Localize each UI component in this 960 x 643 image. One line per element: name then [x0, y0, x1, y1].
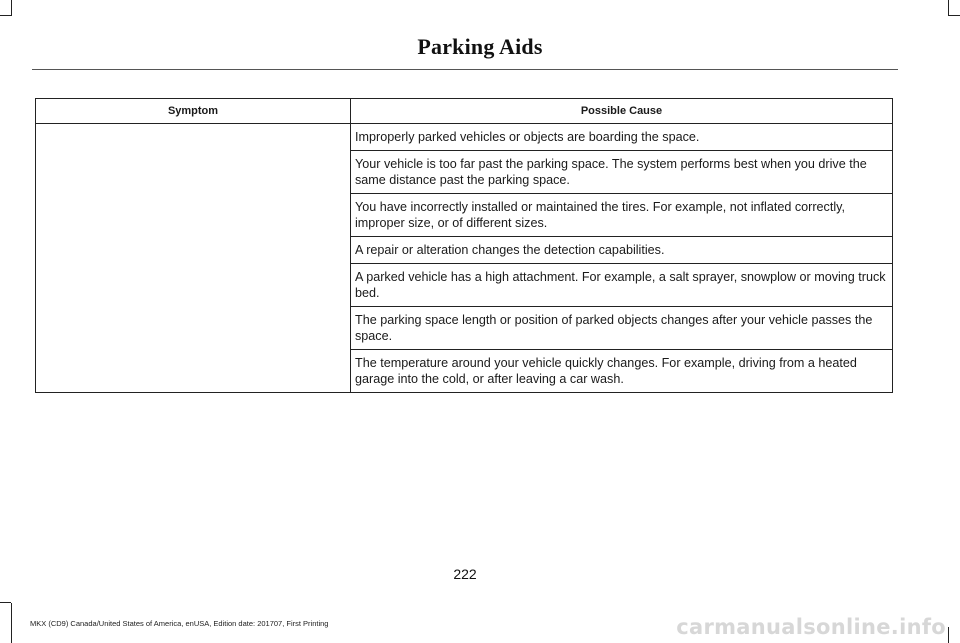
title-divider	[32, 69, 898, 70]
cause-cell: Improperly parked vehicles or objects are boarding the space.	[351, 124, 893, 151]
crop-mark	[11, 603, 12, 643]
table-row	[36, 124, 893, 151]
crop-mark	[11, 0, 12, 16]
crop-mark	[949, 15, 960, 16]
edition-footer: MKX (CD9) Canada/United States of America, enUSA, Edition date: 201707, First Printing	[30, 619, 329, 628]
page-title: Parking Aids	[417, 34, 543, 59]
cause-cell: A repair or alteration changes the detection capabilities.	[351, 237, 893, 264]
cause-cell: Your vehicle is too far past the parking space. The system performs best when you drive the same distance past the parking space.	[351, 151, 893, 194]
cause-cell: You have incorrectly installed or maintained the tires. For example, not inflated correctly, improper size, or of different sizes.	[351, 194, 893, 237]
crop-mark	[0, 15, 11, 16]
watermark: carmanualsonline.info	[676, 615, 946, 639]
crop-mark	[0, 602, 11, 603]
crop-mark	[948, 627, 949, 643]
cause-cell: A parked vehicle has a high attachment. For example, a salt sprayer, snowplow or moving truck bed.	[351, 264, 893, 307]
cause-cell: The parking space length or position of parked objects changes after your vehicle passes the space.	[351, 307, 893, 350]
table-header-row	[36, 99, 893, 124]
crop-mark	[948, 0, 949, 16]
symptom-cell	[36, 124, 351, 393]
symptom-header: Symptom	[36, 99, 351, 124]
cause-cell: The temperature around your vehicle quickly changes. For example, driving from a heated garage into the cold, or after leaving a car wash.	[351, 350, 893, 393]
page-number: 222	[453, 566, 477, 582]
symptom-cause-table	[35, 98, 893, 393]
possible-cause-header: Possible Cause	[351, 99, 893, 124]
